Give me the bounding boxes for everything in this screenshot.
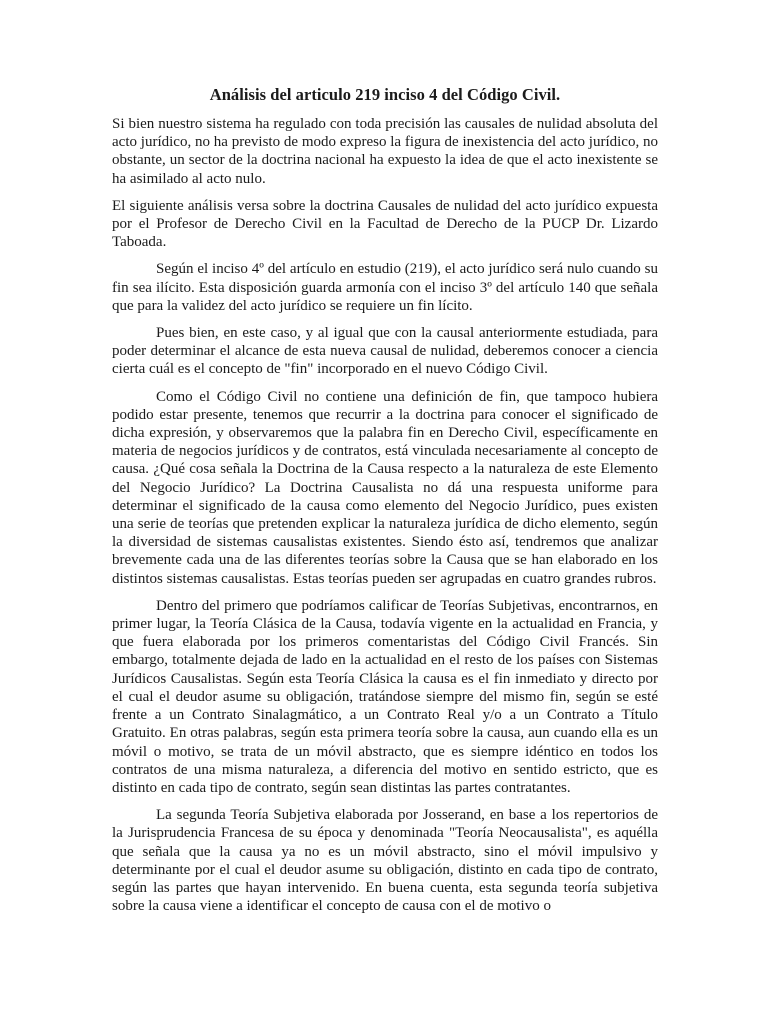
paragraph-1: Si bien nuestro sistema ha regulado con toda precisión las causales de nulidad absoluta del acto jurídico, no ha previsto de modo expreso la figura de inexistencia del acto jurídico, no obstante, un sector de la doctrina nacional ha expuesto la idea de que el acto inexistente se ha asimilado al acto nulo. bbox=[112, 116, 658, 187]
paragraph-7: La segunda Teoría Subjetiva elaborada por Josserand, en base a los repertorios de la Jurisprudencia Francesa de su época y denominada "Teoría Neocausalista", es aquélla que señala que la causa ya no es un móvil abstracto, sino el móvil impulsivo y determinante por el cual el deudor asume su obligación, distinto en cada tipo de contrato, según las partes que hayan intervenido. En buena cuenta, esta segunda teoría subjetiva sobre la causa viene a identificar el concepto de causa con el de motivo o bbox=[112, 807, 658, 915]
paragraph-3: Según el inciso 4º del artículo en estudio (219), el acto jurídico será nulo cuando su fin sea ilícito. Esta disposición guarda armonía con el inciso 3º del artículo 140 que señala que para la validez del acto jurídico se requiere un fin lícito. bbox=[112, 261, 658, 314]
paragraph-5: Como el Código Civil no contiene una definición de fin, que tampoco hubiera podido estar presente, tenemos que recurrir a la doctrina para conocer el significado de dicha expresión, y observaremos que la palabra fin en Derecho Civil, específicamente en materia de negocios jurídicos y de contratos, está vinculada necesariamente al concepto de causa. ¿Qué cosa señala la Doctrina de la Causa respecto a la naturaleza de este Elemento del Negocio Jurídico? La Doctrina Causalista no dá una respuesta uniforme para determinar el significado de la causa como elemento del Negocio Jurídico, pues existen una serie de teorías que pretenden explicar la naturaleza jurídica de dicho elemento, según la diversidad de sistemas causalistas existentes. Siendo ésto así, tendremos que analizar brevemente cada una de las diferentes teorías sobre la Causa que se han elaborado en los distintos sistemas causalistas. Estas teorías pueden ser agrupadas en cuatro grandes rubros. bbox=[112, 388, 658, 587]
document-body bbox=[112, 84, 658, 924]
paragraph-2: El siguiente análisis versa sobre la doctrina Causales de nulidad del acto jurídico expuesta por el Profesor de Derecho Civil en la Facultad de Derecho de la PUCP Dr. Lizardo Taboada. bbox=[112, 197, 658, 251]
paragraph-4: Pues bien, en este caso, y al igual que con la causal anteriormente estudiada, para poder determinar el alcance de esta nueva causal de nulidad, deberemos conocer a ciencia cierta cuál es el concepto de "fin" incorporado en el nuevo Código Civil. bbox=[112, 325, 658, 378]
paragraph-6: Dentro del primero que podríamos calificar de Teorías Subjetivas, encontrarnos, en primer lugar, la Teoría Clásica de la Causa, todavía vigente en la actualidad en Francia, y que fuera elaborada por los primeros comentaristas del Código Civil Francés. Sin embargo, totalmente dejada de lado en la actualidad en el resto de los países con Sistemas Jurídicos Causalistas. Según esta Teoría Clásica la causa es el fin inmediato y directo por el cual el deudor asume su obligación, tratándose siempre del mismo fin, según se esté frente a un Contrato Sinalagmático, a un Contrato Real y/o a un Contrato a Título Gratuito. En otras palabras, según esta primera teoría sobre la causa, aun cuando ella es un móvil o motivo, se trata de un móvil abstracto, que es siempre idéntico en todos los contratos de una misma naturaleza, a diferencia del motivo en sentido estricto, que es distinto en cada tipo de contrato, según sean distintas las partes contratantes. bbox=[112, 597, 658, 796]
document-title: Análisis del articulo 219 inciso 4 del Código Civil. bbox=[209, 85, 561, 104]
